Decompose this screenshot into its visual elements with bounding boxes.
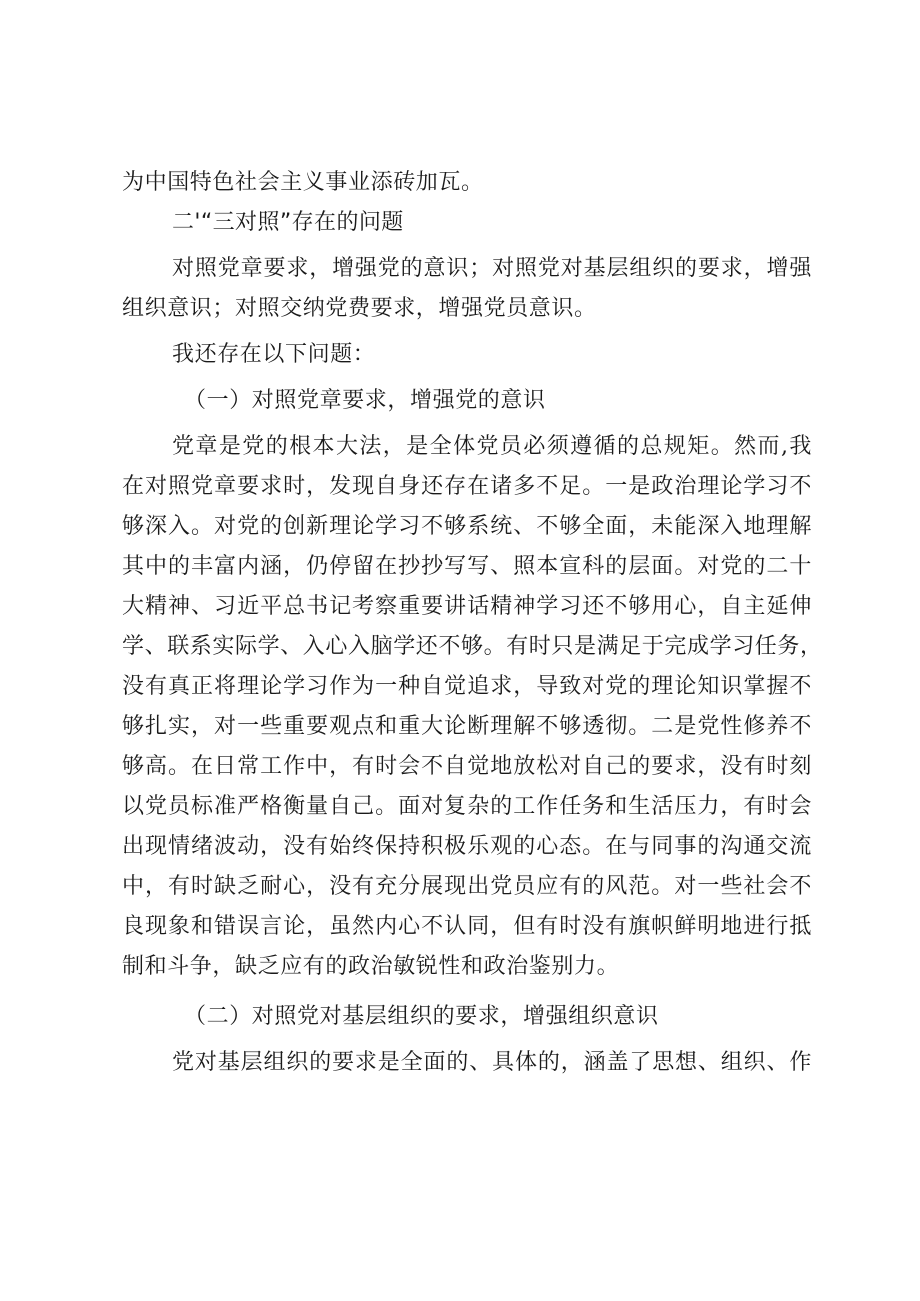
paragraph-line: 其中的丰富内涵，仍停留在抄抄写写、照本宣科的层面。对党的二十 [122, 554, 812, 579]
paragraph-line: 出现情绪波动，没有始终保持积极乐观的心态。在与同事的沟通交流 [122, 834, 812, 859]
paragraph-line: 党章是党的根本大法，是全体党员必须遵循的总规矩。然而,我 [172, 434, 812, 459]
paragraph-line: 组织意识；对照交纳党费要求，增强党员意识。 [122, 296, 597, 321]
paragraph-line: 够扎实，对一些重要观点和重大论断理解不够透彻。二是党性修养不 [122, 714, 812, 739]
paragraph-line: 够高。在日常工作中，有时会不自觉地放松对自己的要求，没有时刻 [122, 754, 812, 779]
paragraph-line: 党对基层组织的要求是全面的、具体的，涵盖了思想、组织、作 [172, 1050, 812, 1075]
paragraph-line: 没有真正将理论学习作为一种自觉追求，导致对党的理论知识掌握不 [122, 674, 812, 699]
document-page [122, 163, 823, 1083]
paragraph-line: 以党员标准严格衡量自己。面对复杂的工作任务和生活压力，有时会 [122, 794, 812, 819]
paragraph-line: 制和斗争，缺乏应有的政治敏锐性和政治鉴别力。 [122, 954, 620, 979]
section-heading: 二'“三对照”存在的问题 [172, 210, 404, 235]
subsection-heading-1: （一）对照党章要求，增强党的意识 [184, 388, 546, 413]
paragraph-line: 中，有时缺乏耐心，没有充分展现出党员应有的风范。对一些社会不 [122, 874, 812, 899]
paragraph-line: 对照党章要求，增强党的意识；对照党对基层组织的要求，增强 [172, 256, 812, 281]
paragraph-line: 大精神、习近平总书记考察重要讲话精神学习还不够用心，自主延伸 [122, 594, 812, 619]
paragraph-line: 良现象和错误言论，虽然内心不认同，但有时没有旗帜鲜明地进行抵 [122, 914, 812, 939]
paragraph-line: 在对照党章要求时，发现自身还存在诸多不足。一是政治理论学习不 [122, 474, 812, 499]
paragraph-line: 学、联系实际学、入心入脑学还不够。有时只是满足于完成学习任务， [122, 634, 823, 659]
paragraph-line: 为中国特色社会主义事业添砖加瓦。 [122, 170, 484, 195]
paragraph-line: 够深入。对党的创新理论学习不够系统、不够全面，未能深入地理解 [122, 514, 812, 539]
subsection-heading-2: （二）对照党对基层组织的要求，增强组织意识 [184, 1004, 659, 1029]
paragraph-line: 我还存在以下问题： [172, 342, 376, 367]
